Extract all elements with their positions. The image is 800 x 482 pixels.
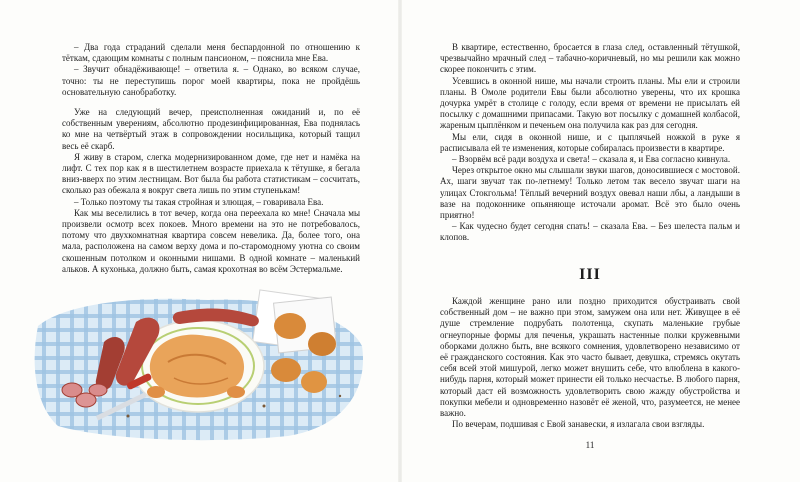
paragraph: Усевшись в оконной нише, мы начали строить планы. Мы ели и строили планы. В Омоле родители Евы были абсолютно уверены, что их крошка дочурка умрёт в столице с голоду, если время от времени не присылать ей посылку с домашними припасами. Такую вот посылку с домашней колбасой, жареным цыплёнком и печеньем она получила как раз для сегодня.: [440, 75, 740, 131]
cookie: [308, 332, 336, 356]
sausage-slice: [89, 384, 107, 396]
paragraph: Как мы веселились в тот вечер, когда она переехала ко мне! Сначала мы произвели осмотр всех покоев. Много времени на это не потребовалось, потому что двухкомнатная квартира совсем невелика. Да, более того, она мала, расположена на самом верху дома и по-старомодному уютна со своим скошенным потолком и оконными нишами. В одной комнате – маленький альков. А кухонька, должно быть, самая крохотная во всём Эстермальме.: [62, 207, 360, 274]
chapter-text-column: [440, 296, 740, 430]
paragraph: – Только поэтому ты такая стройная и злющая, – говаривала Ева.: [74, 196, 324, 207]
cookie: [271, 358, 301, 382]
paragraph: Каждой женщине рано или поздно приходится обустраивать свой собственный дом – не важно при этом, замужем она или нет. Живущее в её душе стремление подрубать полотенца, скупать маленькие грубые огнеупорные формы для печенья, украшать настенные полки кружевными оборками должно быть, вне всякого сомнения, удовлетворено независимо от её гражданского состояния. Как это часто бывает, девушка, стремясь окутать себя всей этой мишурой, легко может внушить себе, что влюблена в какого-нибудь парня, который может принести ей только несчастье. В любого парня, который даст ей возможность удовлетворить свою жажду обустройства и покупки мебели и одновременно назовёт её женой, что, разумеется, не менее важно.: [440, 296, 740, 419]
chapter-heading: III: [579, 266, 601, 283]
right-text-column: [440, 42, 740, 244]
paragraph: Уже на следующий вечер, преисполненная ожиданий и, по её собственным уверениям, абсолютно продезинфицированная, Ева поднялась ко мне на четвёртый этаж в сопровождении носильщика, который тащил весь её скарб.: [62, 107, 360, 151]
left-text-column: [62, 42, 360, 275]
paragraph: По вечерам, подшивая с Евой занавески, я излагала свои взгляды.: [452, 419, 705, 430]
paragraph: – Взорвём всё ради воздуха и света! – сказала я, и Ева согласно кивнула.: [452, 154, 731, 165]
right-page: [400, 0, 800, 482]
cookie: [301, 371, 327, 393]
paragraph: Мы ели, сидя в оконной нише, и с цыплячьей ножкой в руке я расписывала ей те изменения, которые собиралась произвести в квартире.: [440, 131, 740, 153]
paragraph: – Два года страданий сделали меня беспардонной по отношению к тёткам, сдающим комнаты с полным пансионом, – пояснила мне Ева.: [62, 42, 360, 64]
paragraph: Я живу в старом, слегка модернизированном доме, где нет и намёка на лифт. С тех пор как я в шестилетнем возрасте приехала к тётушке, я бегала вниз-вверх по этим лестницам. Вот была бы работа статистикам – сосчитать, сколько раз обежала я вокруг света лишь по этим ступенькам!: [62, 151, 360, 196]
paragraph: Через открытое окно мы слышали звуки шагов, доносившиеся с мостовой. Ах, шаги звучат так по-летнему! Только летом так весело звучат шаги на улицах Стокгольма! Тёплый вечерний воздух овевал наши лбы, а ландыши в вазе на подоконнике опьяняюще источали аромат. Всё это было очень приятно!: [440, 165, 740, 221]
food-illustration: [28, 286, 372, 442]
paragraph: – Как чудесно будет сегодня спать! – сказала Ева. – Без шелеста пальм и клопов.: [440, 221, 740, 243]
paragraph: В квартире, естественно, бросается в глаза след, оставленный тётушкой, чрезвычайно мрачный след – табачно-коричневый, но мы решили как можно скорее покончить с этим.: [440, 42, 740, 75]
page-number: 11: [585, 440, 595, 450]
cookie: [274, 313, 306, 339]
paragraph: – Звучит обнадёживающе! – ответила я. – Однако, во всяком случае, точно: ты не переступишь порог моей квартиры, пока не пройдёшь основательную санобработку.: [62, 64, 360, 97]
